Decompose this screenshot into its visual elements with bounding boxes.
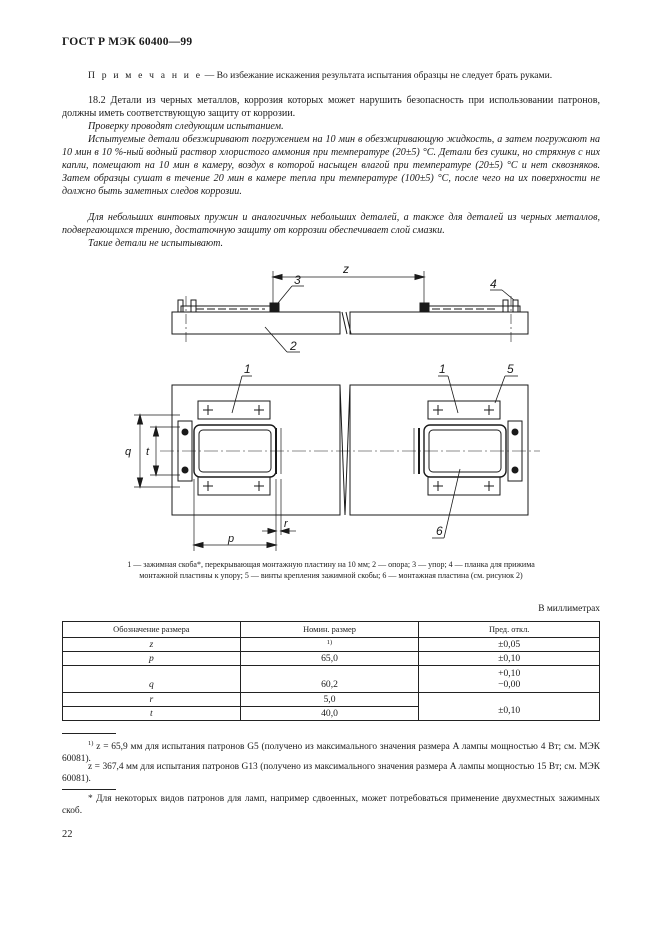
label-q: q [125,446,132,458]
table-row [63,652,600,666]
label-4: 4 [490,277,497,291]
table-row [63,666,600,693]
table-header-row [63,622,600,638]
test-note [62,70,600,82]
page-number: 22 [62,829,73,840]
side-view [172,271,528,352]
tolerance-plus: +0,10 [498,668,521,679]
tolerance-minus: −0,00 [498,679,521,690]
caption-line-1: 1 — зажимная скоба*, перекрывающая монтажную пластину на 10 мм; 2 — опора; 3 — упор; 4 — планка для прижима [127,560,535,569]
footnote-rule [62,733,116,734]
page-header: ГОСТ Р МЭК 60400—99 [62,36,193,48]
label-z: z [343,262,349,276]
header-designation: Обозначение размера [63,622,241,638]
label-5: 5 [507,362,514,376]
cell-symbol: z [63,638,241,652]
cell-symbol: t [63,707,241,721]
header-nominal: Номин. размер [240,622,419,638]
header-tolerance: Пред. откл. [419,622,600,638]
label-r: r [284,518,288,530]
cell-nominal: 5,0 [240,693,419,707]
cell-symbol: p [63,652,241,666]
cell-tolerance-merged: ±0,10 [419,693,600,721]
cell-tolerance: ±0,05 [419,638,600,652]
table-row [63,638,600,652]
cell-nominal: 60,2 [240,666,419,693]
label-t: t [146,446,150,458]
dimensions-table [62,621,600,721]
units-label: В миллиметрах [538,604,600,614]
cell-nominal: 65,0 [240,652,419,666]
table-row [63,693,600,707]
not-tested-note: Такие детали не испытывают. [88,238,224,249]
label-1-left: 1 [244,362,251,376]
plan-view [134,376,540,551]
footnote-star-rule [62,789,116,790]
footnote-star: * Для некоторых видов патронов для ламп, например сдвоенных, может потребоваться применение двухместных зажимных скоб. [62,794,600,816]
label-2: 2 [290,339,297,353]
footnote-1-text: z = 65,9 мм для испытания патронов G5 (получено из максимального значения размера A лампы мощностью 4 Вт; см. МЭК 60081). [62,742,601,764]
label-6: 6 [436,524,443,538]
note-prefix: П р и м е ч а н и е [88,70,203,81]
grease-protection: Для небольших винтовых пружин и аналогичных небольших деталей, а также для деталей из черных металлов, подвергающихся трению, достаточную защиту от коррозии обеспечивает слой смазки. [62,212,600,236]
cell-nominal: 1) [240,638,419,652]
note-text: — Во избежание искажения результата испытания образцы не следует брать руками. [202,70,553,81]
cell-tolerance [419,666,600,693]
label-1-right: 1 [439,362,446,376]
caption-line-2: монтажной пластины к упору; 5 — винты крепления зажимной скобы; 6 — монтажная пластина (см. рисунок 2) [139,570,523,580]
cell-symbol: q [63,666,241,693]
figure-caption [62,560,600,581]
cell-tolerance: ±0,10 [419,652,600,666]
footnote-2: z = 367,4 мм для испытания патронов G13 (получено из максимального значения размера A лампы мощностью 15 Вт; см. МЭК 60081). [62,762,600,784]
label-3: 3 [294,273,301,287]
label-p: p [228,533,235,545]
clamping-fixture-drawing [0,255,661,555]
footnote-1-marker: 1) [88,740,94,747]
cell-nominal: 40,0 [240,707,419,721]
clause-18-2: 18.2 Детали из черных металлов, коррозия которых может нарушить безопасность при использовании патронов, должны иметь соответствующую защиту от коррозии. [62,95,600,119]
test-intro: Проверку проводят следующим испытанием. [88,121,284,132]
cell-symbol: r [63,693,241,707]
test-procedure: Испытуемые детали обезжиривают погружением на 10 мин в обезжиривающую жидкость, а затем погружают на 10 мин в 10 %-ный водный раствор хлористого аммония при температуре (20±5) °С. Детали без сушки, но стряхнув с них капли, помещают на 10 мин в камеру, воздух в которой насыщен влагой при температуре (20±5) °С и нет сквозняков. Затем образцы сушат в течение 20 мин в камере тепла при температуре (100±5) °С, после чего на их поверхности не должно быть заметных следов коррозии. [62,134,600,197]
